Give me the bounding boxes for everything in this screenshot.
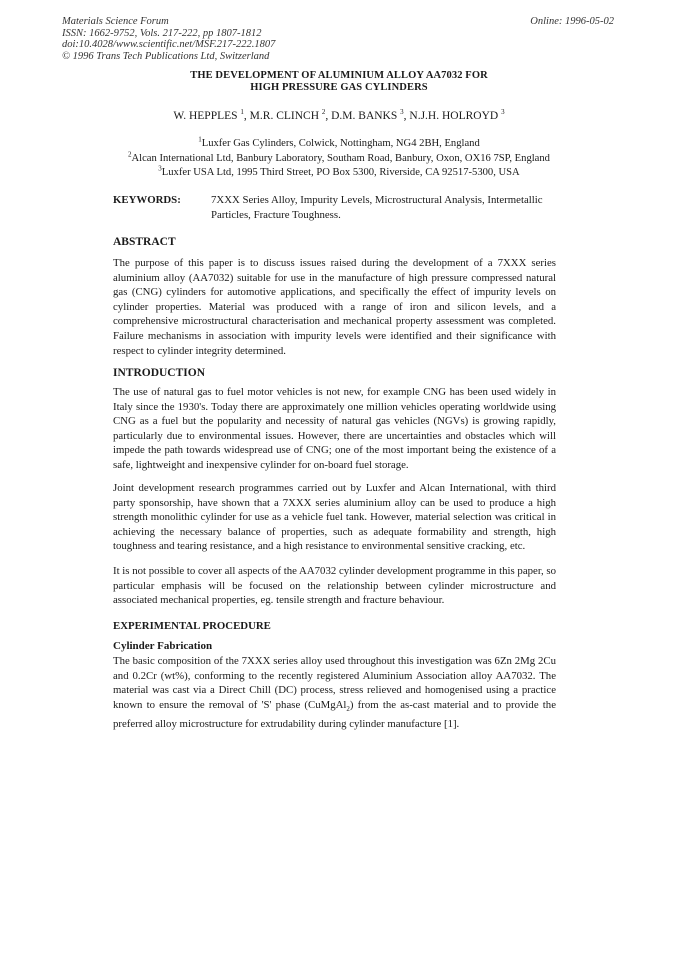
keywords-label: KEYWORDS:: [113, 194, 181, 206]
introduction-paragraph-1: The use of natural gas to fuel motor vehicles is not new, for example CNG has been used widely in Italy since the 1930's. Today there are approximately one million vehicles operating worldwide using CNG as a fuel but the popularity and necessity of natural gas vehicles (NGVs) is growing rapidly, particularly due to environmental issues. However, there are uncertainties and obstacles which will impede the path towards widespread use of CNG; one of the most important being the existence of a safe, lightweight and inexpensive cylinder for on-board fuel storage.: [113, 386, 556, 471]
affiliation: $^2$Alcan International Ltd, Banbury Laboratory, Southam Road, Banbury, Oxon, OX16 7SP, England: [128, 149, 550, 164]
paper-title: [0, 70, 678, 94]
abstract-heading: ABSTRACT: [113, 236, 176, 248]
journal-name: Materials Science Forum: [62, 16, 169, 27]
introduction-paragraph-2: Joint development research programmes carried out by Luxfer and Alcan International, with third party sponsorship, have shown that a 7XXX series aluminium alloy can be used to produce a high strength monolithic cylinder for use as a vehicle fuel tank. However, material selection was critical in achieving the necessary balance of properties, such as adequate formability and strength, high toughness and tearing resistance, and a high resistance to environmental sensitive cracking, etc.: [113, 482, 556, 553]
affiliation: $^3$Luxfer USA Ltd, 1995 Third Street, PO Box 5300, Riverside, CA 92517-5300, USA: [158, 164, 520, 178]
issn-line: ISSN: 1662-9752, Vols. 217-222, pp 1807-1812: [62, 27, 262, 39]
author: D.M. BANKS $^3$,: [331, 108, 410, 122]
introduction-heading: INTRODUCTION: [113, 367, 206, 379]
author: N.J.H. HOLROYD $^3$: [409, 108, 505, 122]
author: M.R. CLINCH $^2$,: [249, 108, 332, 122]
author: W. HEPPLES $^1$,: [173, 108, 250, 122]
cylinder-fabrication-text: The basic composition of the 7XXX series alloy used throughout this investigation was 6Zn 2Mg 2Cu and 0.2Cr (wt%), conforming to the recently registered Aluminium Association alloy AA7032. The material was cast via a Direct Chill (DC) process, stress relieved and homogenised using a practice known to ensure the removal of 'S' phase (CuMgAl$_2$) from the as-cast material and to provide the preferred alloy microstructure for extrudability during cylinder manufacture [1].: [113, 655, 556, 730]
keywords-text: 7XXX Series Alloy, Impurity Levels, Microstructural Analysis, Intermetallic Particles, Fracture Toughness.: [211, 194, 543, 221]
abstract-text: The purpose of this paper is to discuss issues raised during the development of a 7XXX series aluminium alloy (AA7032) suitable for use in the manufacture of high pressure compressed natural gas (CNG) cylinders for automotive applications, and specifically the effect of impurity levels on cylinder properties. Material was produced with a range of iron and silicon levels, and a comprehensive microstructural characterisation and mechanical property assessment was completed. Failure mechanisms in association with impurity levels were identified and their significance with respect to cylinder integrity determined.: [113, 257, 556, 357]
header-citation: [62, 16, 275, 62]
author-list: [0, 110, 678, 122]
copyright-line: © 1996 Trans Tech Publications Ltd, Switzerland: [62, 50, 270, 62]
introduction-paragraph-3: It is not possible to cover all aspects of the AA7032 cylinder development programme in this paper, so particular emphasis will be focused on the relationship between cylinder microstructure and associated mechanical properties, eg. tensile strength and fracture behaviour.: [113, 565, 556, 607]
online-date: Online: 1996-05-02: [530, 16, 614, 27]
affiliations: [0, 137, 678, 181]
doi-line: doi:10.4028/www.scientific.net/MSF.217-222.1807: [62, 39, 276, 50]
affiliation: $^1$Luxfer Gas Cylinders, Colwick, Nottingham, NG4 2BH, England: [198, 135, 480, 149]
title-line-1: THE DEVELOPMENT OF ALUMINIUM ALLOY AA7032 FOR: [190, 70, 488, 81]
title-line-2: HIGH PRESSURE GAS CYLINDERS: [250, 82, 428, 93]
cylinder-fabrication-subheading: Cylinder Fabrication: [113, 640, 213, 652]
experimental-heading: EXPERIMENTAL PROCEDURE: [113, 620, 271, 632]
